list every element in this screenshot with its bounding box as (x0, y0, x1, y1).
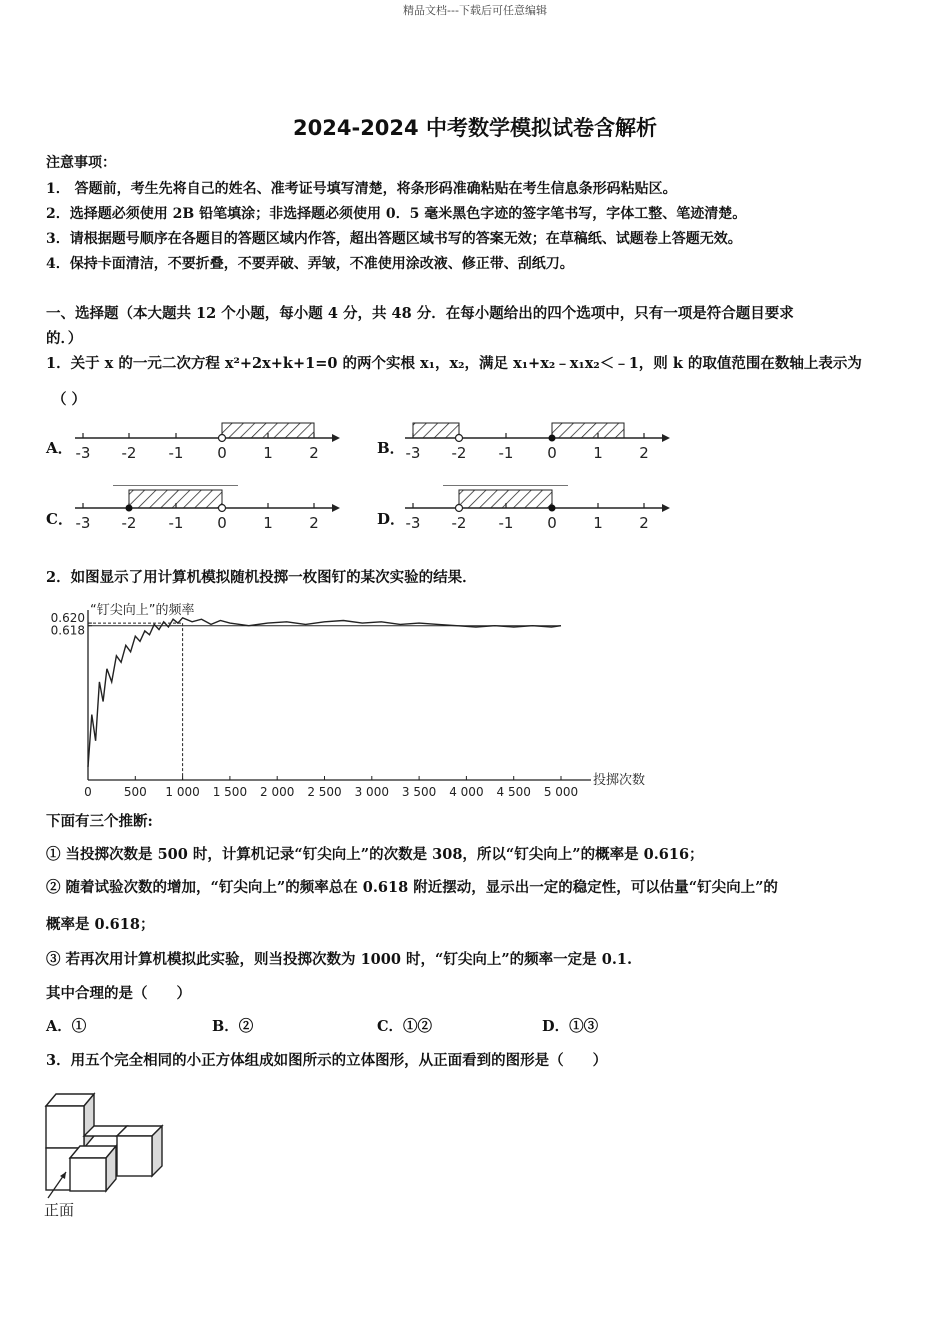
tick-label: -2 (121, 444, 137, 462)
q2-question: 其中合理的是（ ） (46, 985, 191, 1002)
tick-label: 2 (309, 444, 319, 462)
open-dot (219, 435, 226, 442)
shaded-region (459, 490, 552, 508)
solid-dot (549, 505, 556, 512)
q2-choice-d[interactable] (542, 1015, 598, 1036)
x-tick-label: 0 (84, 785, 92, 796)
numberline-a[interactable] (70, 415, 350, 465)
q2-text: 2．如图显示了用计算机模拟随机投掷一枚图钉的某次实验的结果． (46, 569, 477, 586)
notice-item-3: 3．请根据题号顺序在各题目的答题区域内作答，超出答题区域书写的答案无效；在草稿纸、试题卷上答题无效。 (46, 231, 742, 247)
numberline-b[interactable] (400, 415, 680, 465)
tick-label: 1 (263, 444, 273, 462)
q1-option-c-label[interactable]: C． (46, 510, 73, 528)
tick-label: -3 (405, 514, 421, 532)
arrow-head (662, 434, 670, 442)
tick-label: -1 (168, 444, 184, 462)
arrow-head (332, 434, 340, 442)
cube-figure (40, 1086, 175, 1221)
q2-choice-a[interactable] (46, 1015, 86, 1036)
shaded-region (222, 423, 314, 438)
shaded-region-left (413, 423, 459, 438)
header-note: 精品文档---下载后可任意编辑 (403, 4, 547, 17)
q2-choice-c[interactable] (377, 1015, 432, 1036)
solid-dot (126, 505, 133, 512)
q2-inference-2b: 概率是 0.618； (46, 916, 155, 933)
q2-infer-heading: 下面有三个推断: (46, 813, 153, 830)
cube-front-face (70, 1158, 106, 1191)
x-tick-label: 1 000 (165, 785, 200, 796)
x-tick-label: 2 500 (307, 785, 342, 796)
q3-text: 3．用五个完全相同的小正方体组成如图所示的立体图形，从正面看到的图形是（ ） (46, 1052, 608, 1069)
section1-intro-line2: 的．） (46, 330, 83, 347)
choice-text: ① (71, 1018, 87, 1035)
x-tick-label: 4 000 (449, 785, 484, 796)
choice-letter: A． (46, 1018, 72, 1035)
page-title: 2024-2024 中考数学模拟试卷含解析 (293, 116, 657, 140)
x-tick-label: 5 000 (543, 785, 579, 796)
q2-inference-1: ① 当投掷次数是 500 时，计算机记录“钉尖向上”的次数是 308，所以“钉尖向上”的概率是 0.616； (46, 846, 704, 863)
chart-title: “钉尖向上”的频率 (90, 603, 195, 618)
cube-front-face (117, 1136, 152, 1176)
tick-label: 2 (639, 514, 649, 532)
arrow-head (662, 504, 670, 512)
tick-label: 0 (217, 514, 227, 532)
tick-label: -3 (75, 514, 91, 532)
tick-label: 2 (639, 444, 649, 462)
choice-text: ①③ (569, 1018, 599, 1035)
notice-item-2: 2．选择题必须使用 2B 铅笔填涂；非选择题必须使用 0．5 毫米黑色字迹的签字笔书写，字体工整、笔迹清楚。 (46, 206, 747, 222)
tick-label: 1 (263, 514, 273, 532)
choice-letter: B． (212, 1018, 239, 1035)
notice-item-1: 1． 答题前，考生先将自己的姓名、准考证号填写清楚，将条形码准确粘贴在考生信息条形码粘贴区。 (46, 181, 677, 197)
notice-item-4: 4．保持卡面清洁，不要折叠，不要弄破、弄皱，不准使用涂改液、修正带、刮纸刀。 (46, 256, 574, 272)
numberline-c[interactable] (70, 485, 350, 535)
tick-label: -2 (121, 514, 137, 532)
shaded-region (129, 490, 222, 508)
solid-dot (549, 435, 556, 442)
q1-option-b-label[interactable]: B． (377, 439, 405, 457)
q2-inference-3: ③ 若再次用计算机模拟此实验，则当投掷次数为 1000 时，“钉尖向上”的频率一定是 0.1. (46, 951, 633, 968)
tick-label: -3 (405, 444, 421, 462)
tick-label: 0 (547, 514, 557, 532)
y-tick-label: 0.620 (50, 611, 85, 626)
choice-text: ② (238, 1018, 254, 1035)
front-label: 正面 (44, 1201, 75, 1219)
frequency-chart (46, 598, 658, 796)
tick-label: -1 (498, 514, 514, 532)
x-tick-label: 3 500 (401, 785, 437, 796)
tick-label: -2 (451, 514, 467, 532)
arrow-head (332, 504, 340, 512)
tick-label: 0 (217, 444, 227, 462)
open-dot (456, 435, 463, 442)
tick-label: 0 (547, 444, 557, 462)
cube-front-face (46, 1106, 84, 1148)
x-tick-label: 500 (123, 785, 147, 796)
tick-label: 1 (593, 514, 603, 532)
x-tick-label: 1 500 (212, 785, 248, 796)
tick-label: 2 (309, 514, 319, 532)
tick-label: -1 (498, 444, 514, 462)
section1-intro-line1: 一、选择题（本大题共 12 个小题，每小题 4 分，共 48 分．在每小题给出的四个选项中，只有一项是符合题目要求 (46, 305, 794, 322)
x-tick-label: 2 000 (260, 785, 295, 796)
tick-label: -3 (75, 444, 91, 462)
tick-label: -2 (451, 444, 467, 462)
choice-text: ①② (403, 1018, 433, 1035)
q1-option-a-label[interactable]: A． (46, 439, 73, 457)
numberline-d[interactable] (400, 485, 680, 535)
q1-paren: （ ） (52, 391, 87, 408)
q1-option-d-label[interactable]: D． (377, 510, 406, 528)
open-dot (219, 505, 226, 512)
choice-letter: D． (542, 1018, 570, 1035)
notice-heading: 注意事项： (46, 155, 116, 171)
q1-text: 1．关于 x 的一元二次方程 x²+2x+k+1=0 的两个实根 x₁，x₂，满足 x₁+x₂﹣x₁x₂＜﹣1，则 k 的取值范围在数轴上表示为 (46, 355, 862, 372)
q2-inference-2a: ② 随着试验次数的增加，“钉尖向上”的频率总在 0.618 附近摆动，显示出一定的稳定性，可以估量“钉尖向上”的 (46, 879, 778, 896)
x-tick-label: 4 500 (496, 785, 531, 796)
open-dot (456, 505, 463, 512)
tick-label: 1 (593, 444, 603, 462)
tick-label: -1 (168, 514, 184, 532)
x-tick-label: 3 000 (354, 785, 389, 796)
frequency-series-line (88, 618, 561, 767)
choice-letter: C． (377, 1018, 404, 1035)
x-axis-label: 投掷次数 (593, 773, 646, 788)
q2-choice-b[interactable] (212, 1015, 253, 1036)
shaded-region-right (552, 423, 624, 438)
y-tick-label: 0.618 (50, 623, 85, 638)
